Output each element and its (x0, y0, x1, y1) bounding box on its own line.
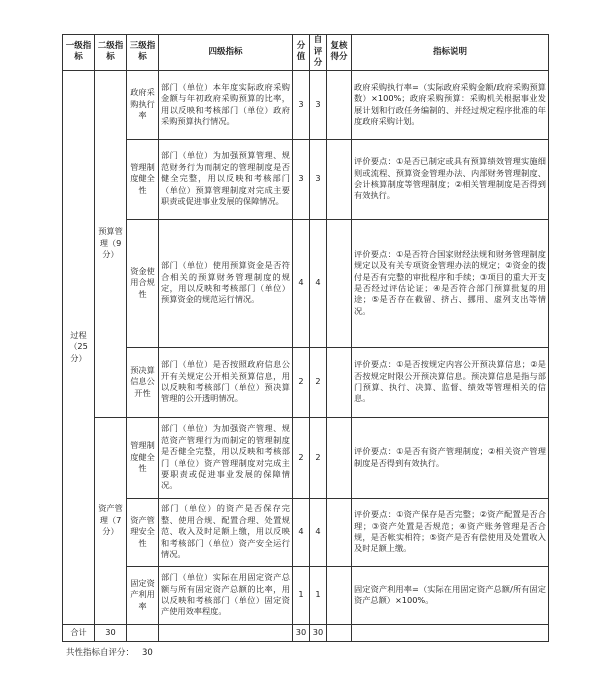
header-self-score: 自评分 (310, 35, 327, 71)
table-row (63, 219, 549, 347)
self-score-summary (66, 646, 161, 658)
level3-cell: 政府采购执行率 (127, 70, 159, 139)
explanation-cell: 评价要点：①资产保存是否完整；②资产配置是否合理；③资产处置是否规范；④资产账务管理是否合规，是否帐实相符；⑤资产是否有偿使用及处置收入及时足额上缴。 (352, 498, 549, 566)
total-empty-cell (159, 624, 293, 641)
level3-cell: 资金使用合规性 (127, 219, 159, 347)
total-self-score: 30 (310, 624, 327, 641)
header-explanation: 指标说明 (352, 35, 549, 71)
header-score: 分值 (293, 35, 310, 71)
total-empty-cell (127, 624, 159, 641)
header-level4: 四级指标 (159, 35, 293, 71)
self-score-cell: 2 (310, 347, 327, 417)
level4-cell: 部门（单位）使用预算资金是否符合相关的预算财务管理制度的规定，用以反映和考核部门（单位）预算资金的规范运行情况。 (159, 219, 293, 347)
level4-cell: 部门（单位）的资产是否保存完整、使用合规、配置合理、处置规范、收入及时足额上缴，用以反映和考核部门（单位）资产安全运行情况。 (159, 498, 293, 566)
total-explanation-cell (352, 624, 549, 641)
header-row (63, 35, 549, 71)
score-cell: 4 (293, 219, 310, 347)
total-label: 合计 (63, 624, 95, 641)
table-row (63, 566, 549, 624)
table-row (63, 70, 549, 139)
score-cell: 1 (293, 566, 310, 624)
review-score-cell (327, 417, 352, 498)
header-level3: 三级指标 (127, 35, 159, 71)
self-score-cell: 3 (310, 139, 327, 219)
table-row (63, 347, 549, 417)
level4-cell: 部门（单位）为加强资产管理、规范资产管理行为而制定的管理制度是否健全完整，用以反映和考核部门（单位）资产管理制度对完成主要职责或促进事业发展的保障情况。 (159, 417, 293, 498)
summary-label: 共性指标自评分： (66, 648, 135, 658)
explanation-cell: 评价要点：①是否符合国家财经法规和财务管理制度规定以及有关专项资金管理办法的规定；②资金的拨付是否有完整的审批程序和手续；③项目的重大开支是否经过评估论证；④是否符合部门预算批复的用途；⑤是否存在截留、挤占、挪用、虚列支出等情况。 (352, 219, 549, 347)
review-score-cell (327, 347, 352, 417)
score-cell: 2 (293, 417, 310, 498)
evaluation-table (62, 34, 549, 642)
level3-cell: 固定资产利用率 (127, 566, 159, 624)
level4-cell: 部门（单位）为加强预算管理、规范财务行为而制定的管理制度是否健全完整，用以反映和考核部门（单位）预算管理制度对完成主要职责或促进事业发展的保障情况。 (159, 139, 293, 219)
total-score: 30 (293, 624, 310, 641)
score-cell: 3 (293, 70, 310, 139)
level2-asset: 资产管理（7分） (95, 417, 127, 624)
level3-cell: 管理制度健全性 (127, 139, 159, 219)
explanation-cell: 评价要点：①是否有资产管理制度；②相关资产管理制度是否得到有效执行。 (352, 417, 549, 498)
level2-budget: 预算管理（9分） (95, 70, 127, 417)
table-row (63, 417, 549, 498)
total-score-level2: 30 (95, 624, 127, 641)
score-cell: 4 (293, 498, 310, 566)
self-score-cell: 4 (310, 219, 327, 347)
score-cell: 3 (293, 139, 310, 219)
explanation-cell: 政府采购执行率=（实际政府采购金额/政府采购预算数）×100%；政府采购预算：采购机关根据事业发展计划和行政任务编制的、并经过规定程序批准的年度政府采购计划。 (352, 70, 549, 139)
explanation-cell: 评价要点：①是否按规定内容公开预决算信息；②是否按规定时限公开预决算信息。预决算信息是指与部门预算、执行、决算、监督、绩效等管理相关的信息。 (352, 347, 549, 417)
total-row (63, 624, 549, 641)
header-level2: 二级指标 (95, 35, 127, 71)
table-row (63, 139, 549, 219)
self-score-cell: 2 (310, 417, 327, 498)
level3-cell: 管理制度健全性 (127, 417, 159, 498)
self-score-cell: 3 (310, 70, 327, 139)
explanation-cell: 评价要点：①是否已制定或具有预算绩效管理实施细则或流程、预算资金管理办法、内部财务管理制度、会计核算制度等管理制度；②相关管理制度是否得到有效执行。 (352, 139, 549, 219)
review-score-cell (327, 139, 352, 219)
self-score-cell: 4 (310, 498, 327, 566)
header-review-score: 复核得分 (327, 35, 352, 71)
header-level1: 一级指标 (63, 35, 95, 71)
level3-cell: 资产管理安全性 (127, 498, 159, 566)
level4-cell: 部门（单位）是否按照政府信息公开有关规定公开相关预算信息，用以反映和考核部门（单位）预决算管理的公开透明情况。 (159, 347, 293, 417)
level1-process: 过程（25分） (63, 70, 95, 624)
level4-cell: 部门（单位）本年度实际政府采购金额与年初政府采购预算的比率，用以反映和考核部门（单位）政府采购预算执行情况。 (159, 70, 293, 139)
review-score-cell (327, 219, 352, 347)
review-score-cell (327, 566, 352, 624)
explanation-cell: 固定资产利用率=（实际在用固定资产总额/所有固定资产总额）×100%。 (352, 566, 549, 624)
review-score-cell (327, 498, 352, 566)
score-cell: 2 (293, 347, 310, 417)
summary-value: 30 (142, 648, 153, 658)
level3-cell: 预决算信息公开性 (127, 347, 159, 417)
self-score-cell: 1 (310, 566, 327, 624)
level4-cell: 部门（单位）实际在用固定资产总额与所有固定资产总额的比率，用以反映和考核部门（单位）固定资产使用效率程度。 (159, 566, 293, 624)
table-row (63, 498, 549, 566)
total-review-cell (327, 624, 352, 641)
review-score-cell (327, 70, 352, 139)
